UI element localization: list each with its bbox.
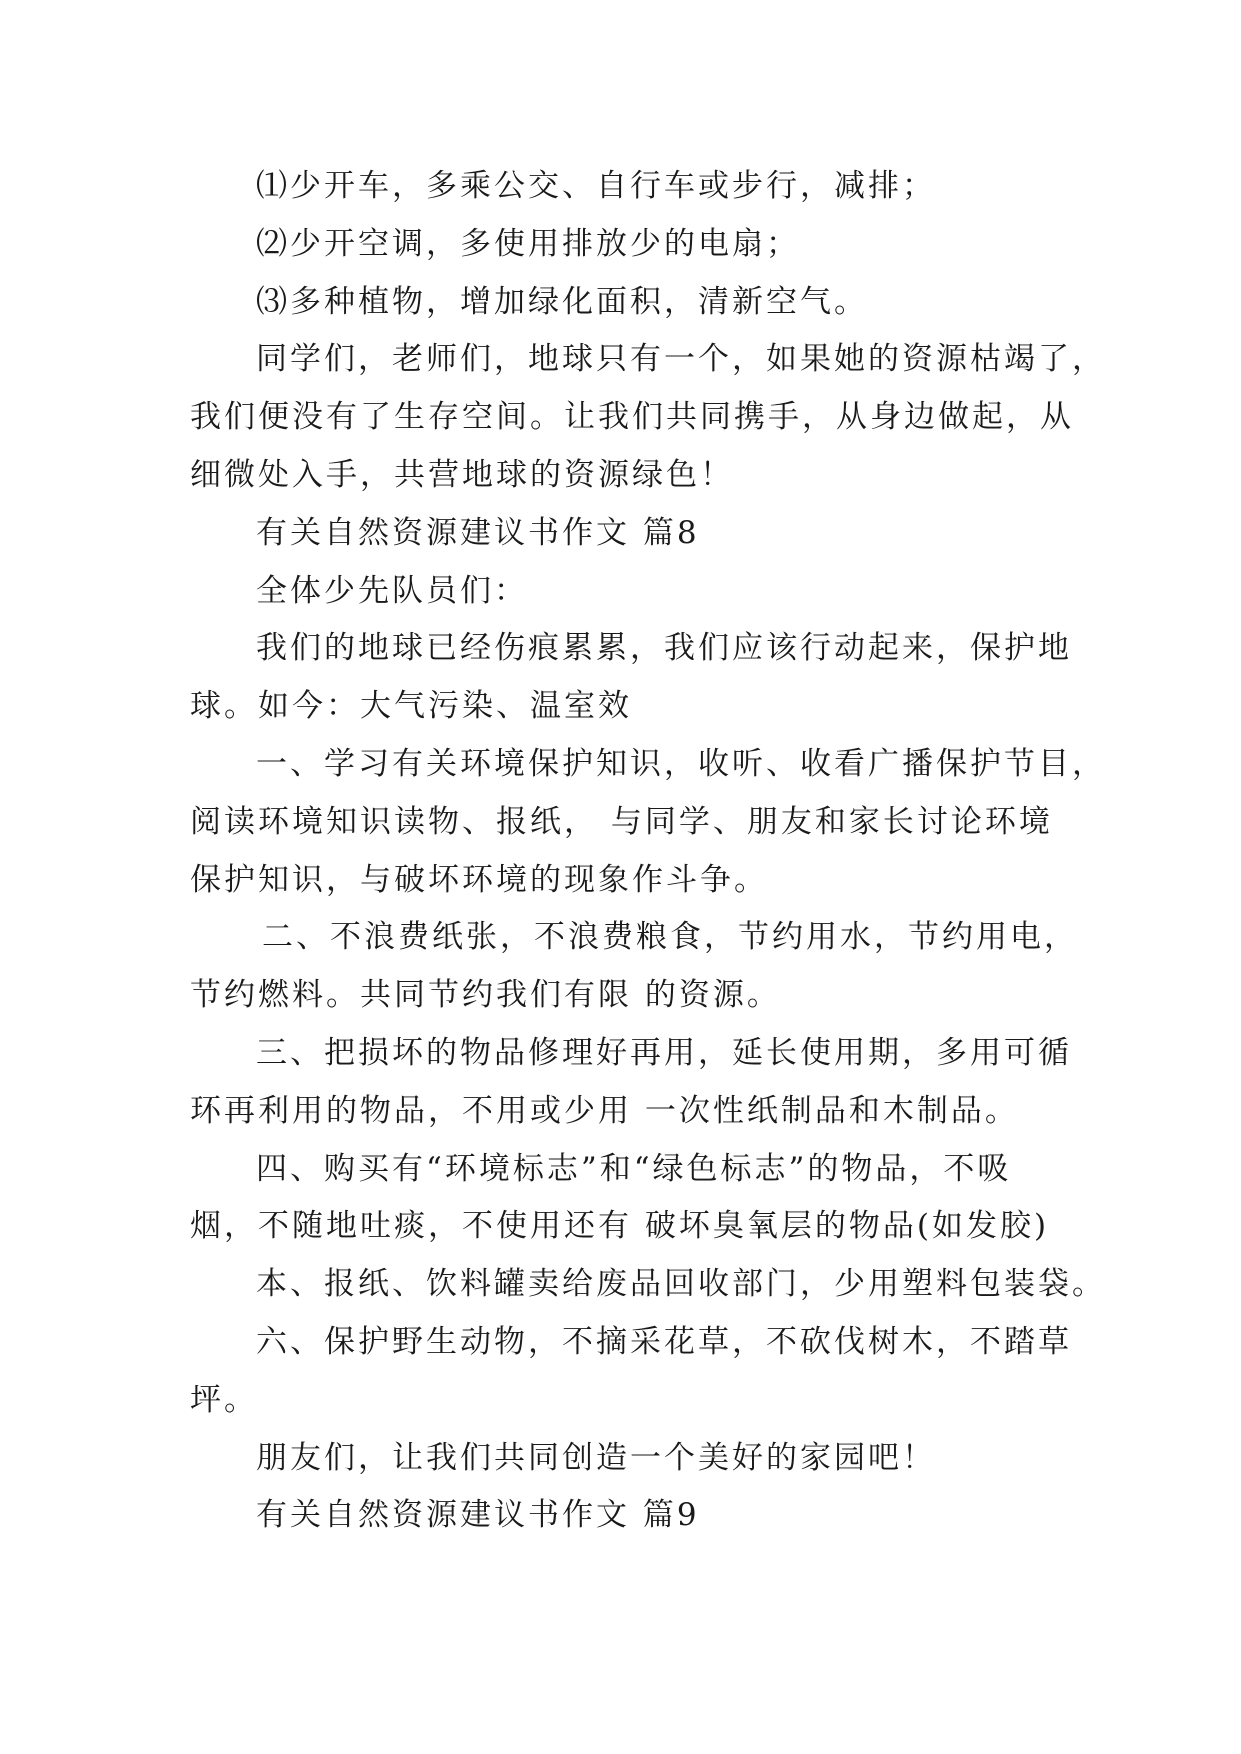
paragraph-line: 二、不浪费纸张，不浪费粮食，节约用水，节约用电， bbox=[262, 919, 1078, 956]
paragraph-line: 我们便没有了生存空间。让我们共同携手，从身边做起，从 bbox=[190, 399, 1074, 436]
paragraph-line: 环再利用的物品，不用或少用 一次性纸制品和木制品。 bbox=[190, 1092, 1019, 1129]
paragraph-line: 保护知识，与破坏环境的现象作斗争。 bbox=[190, 861, 768, 898]
paragraph-line: 本、报纸、饮料罐卖给废品回收部门，少用塑料包装袋。 bbox=[256, 1266, 1106, 1303]
paragraph-line: 烟，不随地吐痰，不使用还有 破坏臭氧层的物品(如发胶) bbox=[190, 1208, 1050, 1245]
paragraph-line: 节约燃料。共同节约我们有限 的资源。 bbox=[190, 977, 781, 1014]
paragraph-line: 我们的地球已经伤痕累累，我们应该行动起来，保护地 bbox=[256, 630, 1072, 667]
paragraph-line: 朋友们，让我们共同创造一个美好的家园吧！ bbox=[256, 1439, 936, 1476]
section-heading: 有关自然资源建议书作文 篇8 bbox=[256, 514, 700, 551]
section-heading: 有关自然资源建议书作文 篇9 bbox=[256, 1497, 700, 1534]
paragraph-line: 一、学习有关环境保护知识，收听、收看广播保护节目， bbox=[256, 745, 1106, 782]
paragraph-line: 阅读环境知识读物、报纸， 与同学、朋友和家长讨论环境 bbox=[190, 803, 1053, 840]
paragraph-line: 六、保护野生动物，不摘采花草，不砍伐树木，不踏草 bbox=[256, 1323, 1072, 1360]
paragraph-line: ⑵少开空调，多使用排放少的电扇； bbox=[256, 225, 800, 262]
paragraph-line: 全体少先队员们： bbox=[256, 572, 528, 609]
paragraph-line: ⑴少开车，多乘公交、自行车或步行，减排； bbox=[256, 168, 936, 204]
paragraph-line: 同学们，老师们，地球只有一个，如果她的资源枯竭了， bbox=[256, 341, 1106, 378]
paragraph-line: 坪。 bbox=[190, 1381, 258, 1418]
paragraph-line: ⑶多种植物，增加绿化面积，清新空气。 bbox=[256, 283, 868, 320]
paragraph-line: 细微处入手，共营地球的资源绿色！ bbox=[190, 456, 734, 493]
paragraph-line: 四、购买有“环境标志”和“绿色标志”的物品，不吸 bbox=[256, 1150, 1012, 1187]
document-body bbox=[190, 158, 1106, 1545]
paragraph-line: 球。如今：大气污染、温室效 bbox=[190, 688, 632, 725]
paragraph-line: 三、把损坏的物品修理好再用，延长使用期，多用可循 bbox=[256, 1034, 1072, 1071]
